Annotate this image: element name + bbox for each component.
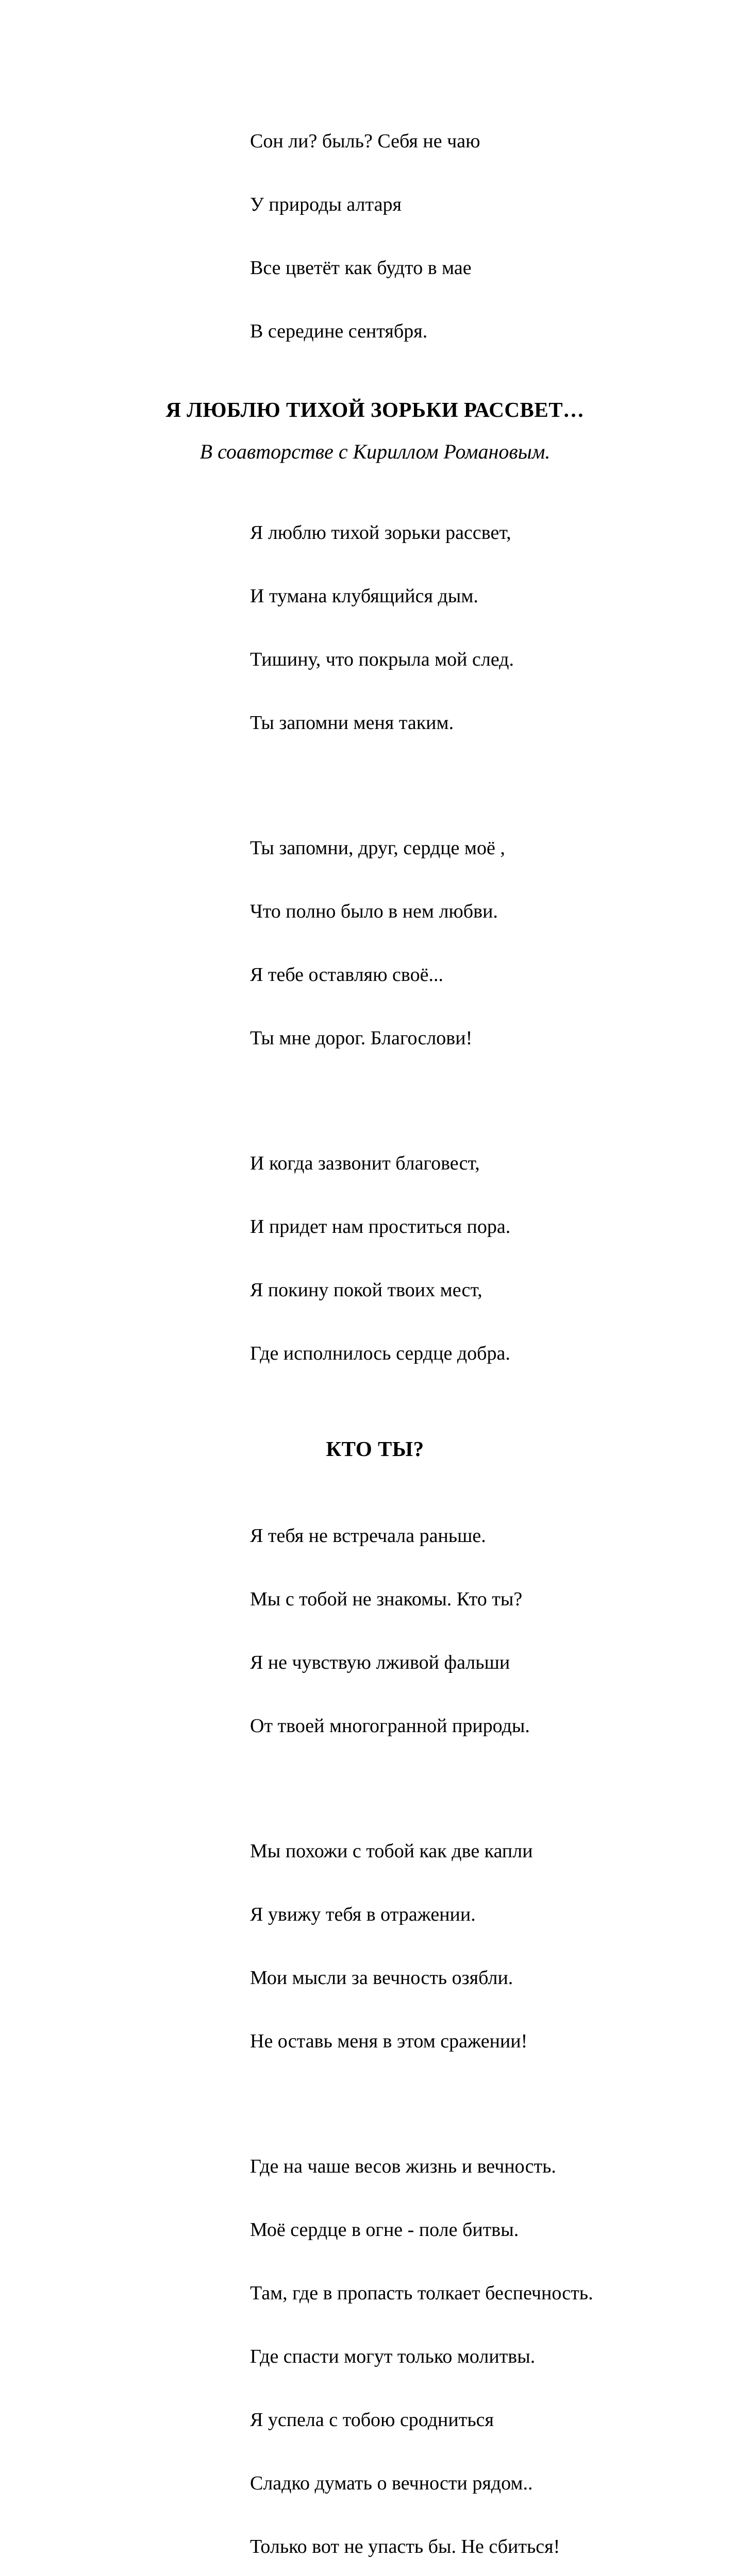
verse-line: Моё сердце в огне - поле битвы. xyxy=(250,2219,519,2241)
intro-stanza xyxy=(250,89,750,384)
poem2-title: КТО ТЫ? xyxy=(326,1437,424,1461)
verse-line: Где на чаше весов жизнь и вечность. xyxy=(250,2156,556,2177)
poem1-stanza-1 xyxy=(250,480,750,776)
verse-line: Только вот не упасть бы. Не сбиться! xyxy=(250,2536,560,2557)
verse-line: И тумана клубящийся дым. xyxy=(250,585,478,607)
verse-line: Мы похожи с тобой как две капли xyxy=(250,1840,533,1862)
verse-line: Сон ли? быль? Себя не чаю xyxy=(250,130,480,152)
poem2-stanza-1 xyxy=(250,1483,750,1779)
poem1-stanza-2 xyxy=(250,795,750,1091)
verse-line: Сладко думать о вечности рядом.. xyxy=(250,2472,533,2494)
verse-line: Я увижу тебя в отражении. xyxy=(250,1904,476,1925)
poem1-title: Я ЛЮБЛЮ ТИХОЙ ЗОРЬКИ РАССВЕТ… xyxy=(165,398,585,421)
verse-line: Я покину покой твоих мест, xyxy=(250,1279,482,1301)
verse-line: Все цветёт как будто в мае xyxy=(250,257,472,279)
verse-line: Я люблю тихой зорьки рассвет, xyxy=(250,522,511,544)
verse-line: И придет нам проститься пора. xyxy=(250,1216,511,1238)
poem2-stanza-3 xyxy=(250,2114,750,2576)
verse-line: Я тебя не встречала раньше. xyxy=(250,1525,486,1547)
verse-line: Ты запомни меня таким. xyxy=(250,712,454,734)
verse-line: Где спасти могут только молитвы. xyxy=(250,2346,536,2367)
verse-line: Что полно было в нем любви. xyxy=(250,901,498,922)
verse-line: Там, где в пропасть толкает беспечность. xyxy=(250,2282,593,2304)
verse-line: Я успела с тобою сродниться xyxy=(250,2409,494,2431)
verse-line: В середине сентября. xyxy=(250,320,428,342)
verse-line: От твоей многогранной природы. xyxy=(250,1715,530,1737)
verse-line: Мы с тобой не знакомы. Кто ты? xyxy=(250,1588,523,1610)
poem1-subtitle: В соавторстве с Кириллом Романовым. xyxy=(199,440,551,463)
verse-line: Не оставь меня в этом сражении! xyxy=(250,2030,528,2052)
verse-line: Ты мне дорог. Благослови! xyxy=(250,1027,473,1049)
verse-line: Я не чувствую лживой фальши xyxy=(250,1652,510,1673)
verse-line: Мои мысли за вечность озябли. xyxy=(250,1967,513,1989)
poem2-stanza-2 xyxy=(250,1799,750,2094)
verse-line: Тишину, что покрыла мой след. xyxy=(250,649,514,670)
verse-line: У природы алтаря xyxy=(250,194,402,215)
poem1-stanza-3 xyxy=(250,1111,750,1406)
verse-line: И когда зазвонит благовест, xyxy=(250,1153,480,1174)
verse-line: Где исполнилось сердце добра. xyxy=(250,1343,510,1364)
verse-line: Я тебе оставляю своё... xyxy=(250,964,443,986)
verse-line: Ты запомни, друг, сердце моё , xyxy=(250,837,505,859)
